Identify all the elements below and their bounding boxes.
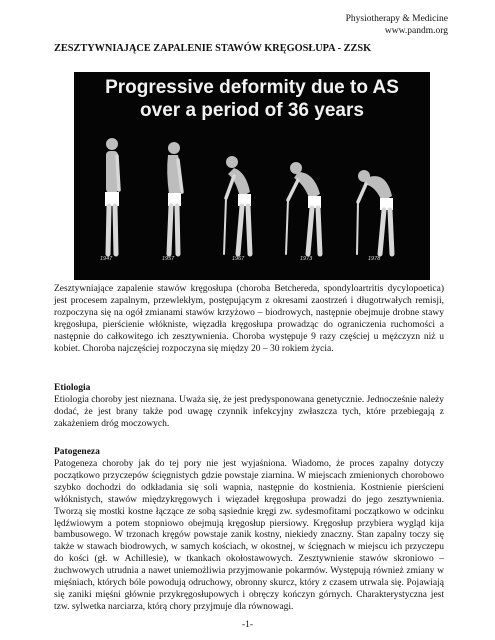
figure-1947 (105, 138, 119, 254)
page-title: ZESZTYWNIAJĄCE ZAPALENIE STAWÓW KRĘGOSŁUPA - ZZSK (54, 43, 372, 54)
figure-caption (74, 76, 430, 122)
year-label: 1967 (232, 256, 245, 262)
journal-url: www.pandm.org (384, 26, 448, 36)
figure-1957 (167, 142, 182, 254)
etiology-paragraph: Etiologia choroby jest nieznana. Uważa się, że jest predysponowana genetycznie. Jednocześnie należy dodać, że jest brany także pod uwagę czynnik infekcyjny zwłaszcza tych, które przebiegają z zakażeniem dróg moczowych. (54, 395, 444, 429)
figure-caption-line-2: over a period of 36 years (140, 100, 364, 121)
year-label: 1947 (100, 256, 113, 262)
journal-header (346, 13, 448, 37)
figure-1978 (357, 170, 393, 254)
pathogenesis-paragraph: Patogeneza choroby jak do tej pory nie jest wyjaśniona. Wiadomo, że proces zapalny dotyczy początkowo przyczepów ścięgnistych gdzie powstaje ziarnina. W miejscach zmienionych chorobowo szybko dochodzi do odkładania się soli wapnia, następnie do kostnienia. Kostnienie pierścieni włóknistych, stawów międzykręgowych i więzadeł kręgosłupa prowadzi do jego zesztywnienia. Tworzą się mostki kostne łączące ze sobą sąsiednie kręgi zw. sydesmofitami początkowo w odcinku lędźwiowym a potem stopniowo obejmują kręgosłup piersiowy. Kręgosłup przybiera wygląd kija bambusowego. W trzonach kręgów powstaje zanik kostny, niekiedy znaczny. Stan zapalny toczy się także w stawach biodrowych, w samych kościach, w okostnej, w ścięgnach w miejscu ich przyczepu do kości (gł. w Achillesie), w tkankach okołostawowych. Zesztywnienie stawów skroniowo – żuchwowych utrudnia a nawet uniemożliwia przyjmowanie pokarmów. Występują również zmiany w mięśniach, których bóle powodują odruchowy, obronny skurcz, który z czasem utrwala się. Pojawiają się zaniki mięśni głównie przykręgosłupowych i obręczy kończyn górnych. Charakterystyczna jest tzw. sylwetka narciarza, którą chory przyjmuje dla równowagi. (54, 459, 444, 612)
figure-1967 (224, 156, 251, 254)
year-label: 1978 (368, 256, 381, 262)
figure-caption-line-1: Progressive deformity due to AS (105, 77, 399, 98)
figure-1973 (286, 162, 321, 254)
deformity-photo (74, 72, 430, 280)
intro-paragraph: Zesztywniające zapalenie stawów kręgosłupa (choroba Betchereda, spondyloartritis dycylopoetica) jest procesem zapalnym, przewlekłym, postępującym z okresami zaostrzeń i długotrwałych remisji, rozpoczyna się na ogół zmianami stawów krzyżowo – biodrowych, następnie obejmuje drobne stawy kręgosłupa, pierścienie włókniste, więzadła kręgosłupa prowadząc do ograniczenia ruchomości a następnie do całkowitego ich zesztywnienia. Choroba występuje 9 razy częściej u mężczyzn niż u kobiet. Choroba najczęściej rozpoczyna się między 20 – 30 rokiem życia. (54, 284, 444, 354)
etiology-heading: Etiologia (54, 383, 91, 393)
year-label: 1973 (300, 256, 313, 262)
year-label: 1957 (162, 256, 175, 262)
page-number: -1- (241, 620, 254, 630)
journal-name: Physiotherapy & Medicine (345, 14, 448, 24)
pathogenesis-heading: Patogeneza (54, 447, 100, 457)
